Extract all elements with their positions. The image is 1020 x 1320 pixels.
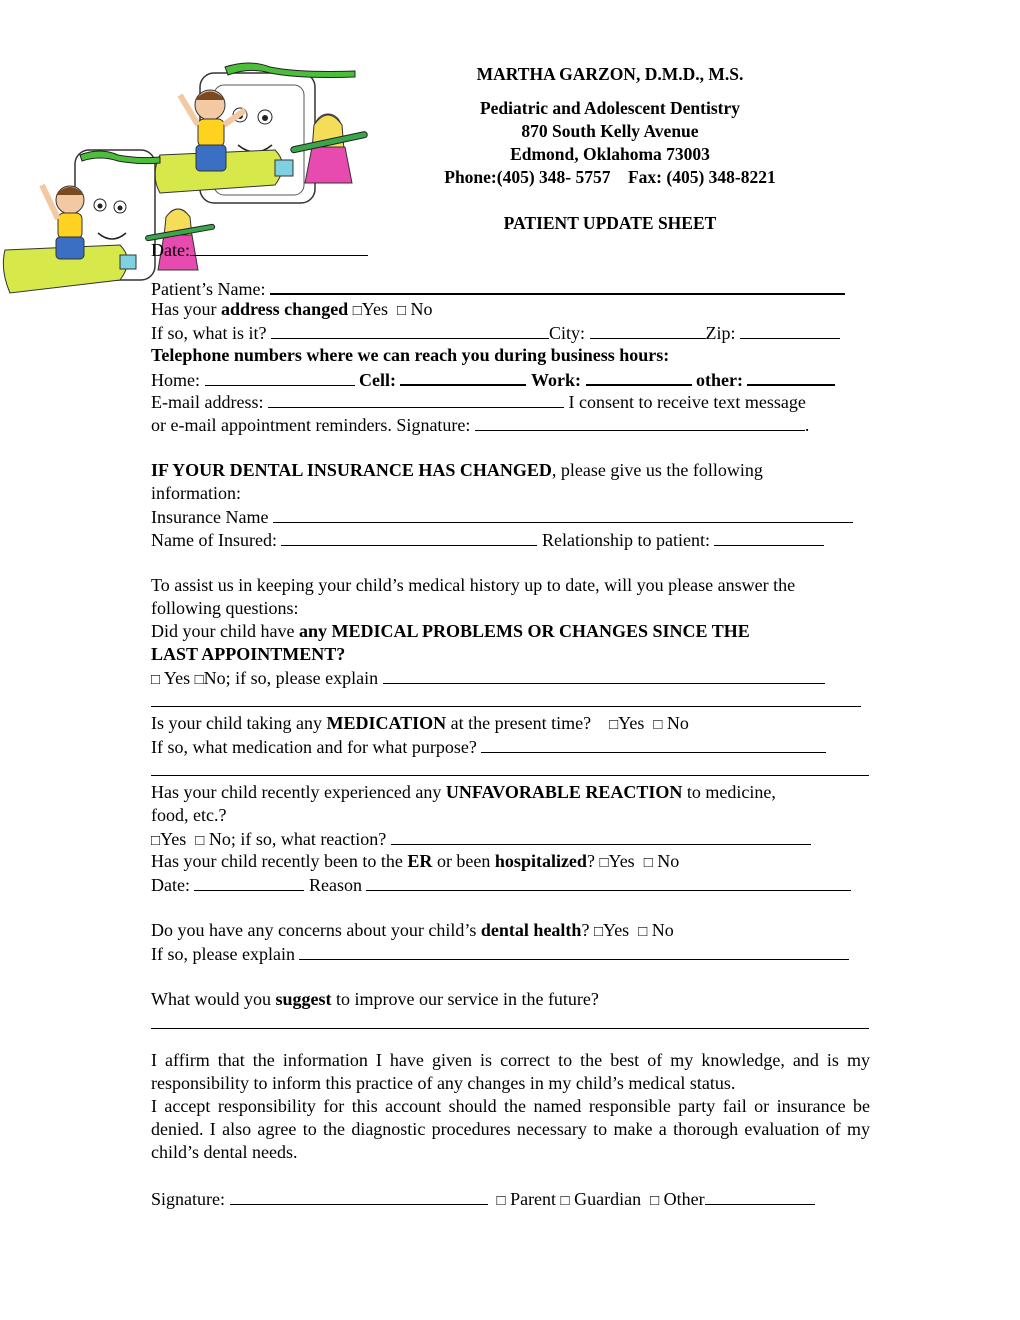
relationship-label: Relationship to patient: — [541, 530, 710, 550]
medical-problems-question-2 — [151, 643, 345, 666]
q5-followup-label: If so, please explain — [151, 944, 295, 964]
cell-phone-field[interactable] — [400, 367, 526, 386]
q3-bold: UNFAVORABLE REACTION — [445, 782, 683, 802]
medical-problems-question — [151, 620, 750, 643]
guardian-checkbox[interactable]: □ — [560, 1193, 570, 1209]
other-checkbox[interactable]: □ — [650, 1193, 660, 1209]
cell-label: Cell: — [359, 370, 396, 390]
email-field[interactable] — [268, 390, 564, 408]
consent-signature-field[interactable] — [475, 413, 805, 431]
suggest-question — [151, 988, 599, 1011]
er-date-field[interactable] — [194, 873, 304, 891]
q1-explain-line2-row — [151, 689, 861, 713]
medication-line2-row — [151, 758, 869, 782]
signature-label: Signature: — [151, 1189, 225, 1209]
q4-yes-checkbox[interactable]: □ — [599, 855, 609, 871]
address-no-label: No — [410, 299, 433, 319]
q4-yes-label: Yes — [608, 851, 635, 871]
patient-name-field[interactable] — [270, 276, 845, 295]
relationship-field[interactable] — [714, 528, 824, 546]
q4-bold-hospitalized: hospitalized — [494, 851, 587, 871]
q1-bold-2: LAST APPOINTMENT? — [151, 644, 346, 664]
parent-label: Parent — [510, 1189, 557, 1209]
q1-no-checkbox[interactable]: □ — [194, 672, 204, 688]
date-field[interactable] — [190, 238, 368, 256]
suggest-field[interactable] — [151, 1011, 869, 1029]
address-changed-row — [151, 298, 433, 323]
q1-pre: Did your child have — [151, 621, 299, 641]
other-label: Other — [663, 1189, 705, 1209]
q3-followup-label: No; if so, what reaction? — [208, 829, 387, 849]
q2-followup-label: If so, what medication and for what purpose? — [151, 737, 477, 757]
date-row — [151, 238, 368, 262]
doctor-name: MARTHA GARZON, D.M.D., M.S. — [476, 64, 744, 84]
signature-row — [151, 1187, 815, 1213]
q3-pre: Has your child recently experienced any — [151, 782, 446, 802]
q3-post: to medicine, — [682, 782, 776, 802]
q5-post: ? — [581, 920, 590, 940]
q5-pre: Do you have any concerns about your child’s — [151, 920, 481, 940]
insurance-name-label: Insurance Name — [151, 507, 269, 527]
reaction-question-2: food, etc.? — [151, 805, 227, 825]
new-address-field[interactable] — [271, 321, 549, 339]
practice-fax: Fax: (405) 348-8221 — [627, 167, 776, 187]
zip-field[interactable] — [740, 321, 840, 339]
address-no-checkbox[interactable]: □ — [396, 303, 407, 319]
q1-explain-field-2[interactable] — [151, 689, 861, 707]
er-reason-label: Reason — [308, 875, 362, 895]
er-reason-field[interactable] — [366, 873, 851, 891]
q1-explain-field[interactable] — [383, 666, 825, 684]
q1-bold: any MEDICAL PROBLEMS OR CHANGES SINCE THE — [298, 621, 750, 641]
medication-followup-row — [151, 735, 826, 759]
email-label: E-mail address: — [151, 392, 264, 412]
form-title: PATIENT UPDATE SHEET — [503, 213, 717, 233]
date-label: Date: — [151, 240, 190, 260]
medication-question — [151, 712, 689, 737]
address-yes-label: Yes — [361, 299, 388, 319]
suggest-answer-row — [151, 1011, 869, 1035]
home-phone-field[interactable] — [205, 368, 355, 386]
q3-yes-label: Yes — [160, 829, 187, 849]
q2-pre: Is your child taking any — [151, 713, 327, 733]
other-phone-label: other: — [696, 370, 743, 390]
q4-pre: Has your child recently been to the — [151, 851, 408, 871]
q4-post: ? — [586, 851, 595, 871]
q6-pre: What would you — [151, 989, 276, 1009]
q2-post: at the present time? — [446, 713, 592, 733]
practice-city: Edmond, Oklahoma 73003 — [510, 144, 710, 164]
phones-heading-text: Telephone numbers where we can reach you during business hours: — [151, 345, 670, 365]
insurance-name-field[interactable] — [273, 505, 853, 523]
address-question-text: Has your — [151, 299, 221, 319]
address-yes-checkbox[interactable]: □ — [352, 303, 362, 319]
practice-phone: Phone:(405) 348- 5757 — [444, 167, 611, 187]
guardian-label: Guardian — [574, 1189, 642, 1209]
dental-health-explain-row — [151, 942, 849, 966]
q4-no-label: No — [657, 851, 680, 871]
q4-mid: or been — [432, 851, 495, 871]
q2-followup-field-2[interactable] — [151, 758, 869, 776]
insurance-heading-row — [151, 459, 763, 482]
q2-yes-label: Yes — [618, 713, 645, 733]
signature-field[interactable] — [230, 1187, 488, 1205]
practice-street: 870 South Kelly Avenue — [521, 121, 699, 141]
patient-name-label: Patient’s Name: — [151, 279, 266, 299]
parent-checkbox[interactable]: □ — [496, 1193, 506, 1209]
practice-specialty: Pediatric and Adolescent Dentistry — [479, 98, 741, 118]
medical-intro-1: To assist us in keeping your child’s medical history up to date, will you please answer the — [151, 575, 796, 595]
reaction-question — [151, 781, 776, 804]
new-address-label: If so, what is it? — [151, 323, 267, 343]
q1-yes-label: Yes — [163, 668, 191, 688]
q2-no-checkbox[interactable]: □ — [653, 717, 663, 733]
city-field[interactable] — [590, 321, 706, 339]
other-relationship-field[interactable] — [705, 1187, 815, 1205]
q5-followup-field[interactable] — [299, 942, 849, 960]
q3-no-checkbox[interactable]: □ — [195, 833, 205, 849]
q5-yes-checkbox[interactable]: □ — [593, 924, 603, 940]
practice-contact — [380, 167, 840, 188]
q2-bold: MEDICATION — [326, 713, 447, 733]
q5-no-checkbox[interactable]: □ — [638, 924, 648, 940]
q3-yes-checkbox[interactable]: □ — [151, 833, 161, 849]
dental-clipart-illustration — [0, 55, 380, 300]
insured-name-field[interactable] — [281, 528, 537, 546]
insurance-heading-line2: information: — [151, 483, 241, 503]
q5-yes-label: Yes — [603, 920, 630, 940]
accept-paragraph: I accept responsibility for this account should the named responsible party fail or insurance be denied. I also agree to the diagnostic procedures necessary to make a thorough evaluation of my child’s dental needs. — [151, 1096, 870, 1162]
zip-label: Zip: — [705, 323, 736, 343]
insured-name-label: Name of Insured: — [151, 530, 277, 550]
new-address-row — [151, 321, 840, 345]
email-row — [151, 390, 806, 414]
q2-no-label: No — [666, 713, 689, 733]
q2-followup-field[interactable] — [481, 735, 826, 753]
q3-followup-field[interactable] — [391, 827, 811, 845]
q1-yes-checkbox[interactable]: □ — [151, 672, 161, 688]
q1-explain-label: No; if so, please explain — [203, 668, 379, 688]
work-phone-field[interactable] — [586, 367, 692, 386]
address-changed-bold: address changed — [221, 299, 349, 319]
q2-yes-checkbox[interactable]: □ — [609, 717, 619, 733]
q6-bold: suggest — [275, 989, 332, 1009]
insurance-name-row — [151, 505, 853, 529]
q6-post: to improve our service in the future? — [331, 989, 599, 1009]
work-label: Work: — [530, 370, 581, 390]
er-question — [151, 850, 679, 875]
insured-row — [151, 528, 824, 552]
home-label: Home: — [151, 370, 200, 390]
consent-period: . — [804, 415, 810, 435]
dental-health-question — [151, 919, 674, 944]
consent-text-1: I consent to receive text message — [568, 392, 806, 412]
phones-row — [151, 367, 835, 392]
insurance-heading-rest: , please give us the following — [551, 460, 763, 480]
consent-text-2: or e-mail appointment reminders. Signature: — [151, 415, 471, 435]
consent-row — [151, 413, 809, 437]
er-date-label: Date: — [151, 875, 190, 895]
medical-intro-2: following questions: — [151, 598, 299, 618]
city-label: City: — [548, 323, 585, 343]
er-details-row — [151, 873, 851, 897]
affirm-paragraph: I affirm that the information I have given is correct to the best of my knowledge, and is my responsibility to inform this practice of any changes in my child’s medical status. — [151, 1050, 870, 1093]
other-phone-field[interactable] — [747, 367, 835, 386]
insurance-heading-bold: IF YOUR DENTAL INSURANCE HAS CHANGED — [151, 460, 552, 480]
phones-heading — [151, 344, 669, 367]
q5-no-label: No — [651, 920, 674, 940]
q5-bold: dental health — [480, 920, 582, 940]
q4-bold-er: ER — [407, 851, 433, 871]
q4-no-checkbox[interactable]: □ — [643, 855, 653, 871]
